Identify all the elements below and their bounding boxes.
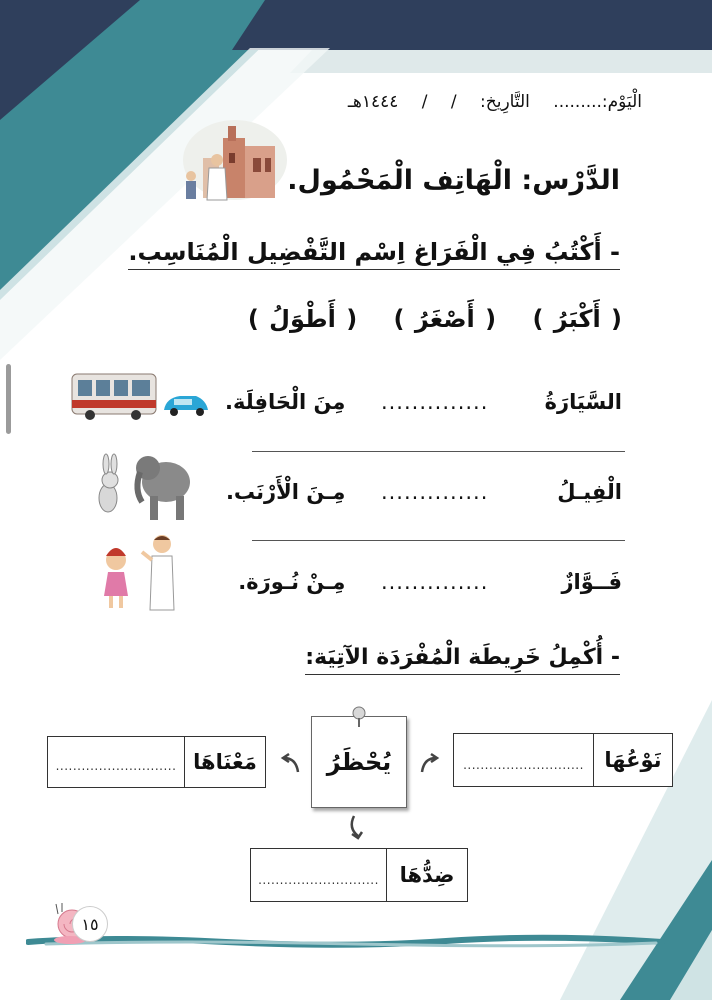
divider-line xyxy=(252,451,625,452)
choices-list xyxy=(222,305,622,333)
header-date-line xyxy=(330,92,642,112)
type-label: نَوْعُهَا xyxy=(593,734,672,786)
date-separator: / xyxy=(450,92,457,112)
center-word-card xyxy=(311,716,407,808)
row-comparison: مِـنَ الْأَرْنَب. xyxy=(225,480,346,504)
comparison-row xyxy=(226,480,622,504)
day-label: الْيَوْم:......... xyxy=(553,92,642,112)
type-box xyxy=(453,733,673,787)
divider-line xyxy=(252,540,625,541)
row-comparison: مِنَ الْحَافِلَة. xyxy=(225,390,346,414)
city-people-illustration xyxy=(183,118,288,202)
bus-and-car-illustration xyxy=(70,370,210,422)
row-subject: فَــوَّازٌ xyxy=(561,570,622,594)
lesson-title: الدَّرْس: الْهَاتِف الْمَحْمُول. xyxy=(287,165,620,196)
row-subject: الْفِيـلُ xyxy=(557,480,622,504)
pushpin-icon xyxy=(350,706,368,728)
footer-brush-stroke xyxy=(26,930,666,952)
meaning-box xyxy=(47,736,266,788)
comparison-row xyxy=(238,570,622,594)
answer-blank[interactable]: .............. xyxy=(380,390,489,414)
row-subject: السَّيَارَةُ xyxy=(544,390,622,414)
date-separator: / xyxy=(421,92,428,112)
page-number: ١٥ xyxy=(72,906,108,942)
type-answer-blank[interactable]: ............................ xyxy=(463,758,584,772)
year: ١٤٤٤هـ xyxy=(347,92,399,112)
meaning-label: مَعْنَاهَا xyxy=(184,737,265,787)
instruction-text: - أُكْمِلُ خَرِيطَة الْمُفْرَدَة الآتِيَة: xyxy=(305,645,620,675)
scrollbar[interactable] xyxy=(6,364,11,434)
choice-item: ( أَصْغَرُ ) xyxy=(393,305,497,333)
comparison-row xyxy=(225,390,622,414)
date-label: التَّارِيخ: xyxy=(480,92,530,112)
meaning-answer-blank[interactable]: ............................ xyxy=(55,759,177,773)
opposite-answer-blank[interactable]: ............................ xyxy=(258,873,379,887)
opposite-label: ضِدُّهَا xyxy=(386,849,467,901)
curved-arrow-right-icon xyxy=(418,752,442,776)
row-comparison: مِـنْ نُـورَة. xyxy=(238,570,346,594)
choice-item: ( أَطْوَلُ ) xyxy=(247,305,358,333)
instruction-text: - أَكْتُبُ فِي الْفَرَاغ اِسْم التَّفْضِيل الْمُنَاسِب. xyxy=(128,238,620,270)
answer-blank[interactable]: .............. xyxy=(380,480,489,504)
choice-item: ( أَكْبَرُ ) xyxy=(532,305,622,333)
answer-blank[interactable]: .............. xyxy=(380,570,489,594)
curved-arrow-left-icon xyxy=(278,752,302,776)
rabbit-and-elephant-illustration xyxy=(90,446,192,524)
opposite-box xyxy=(250,848,468,902)
boy-and-girl-illustration xyxy=(98,530,180,616)
center-word: يُحْظَرُ xyxy=(326,748,392,776)
exercise-1-instruction xyxy=(128,238,620,266)
exercise-2-instruction xyxy=(305,645,620,670)
curved-arrow-down-icon xyxy=(346,814,370,842)
